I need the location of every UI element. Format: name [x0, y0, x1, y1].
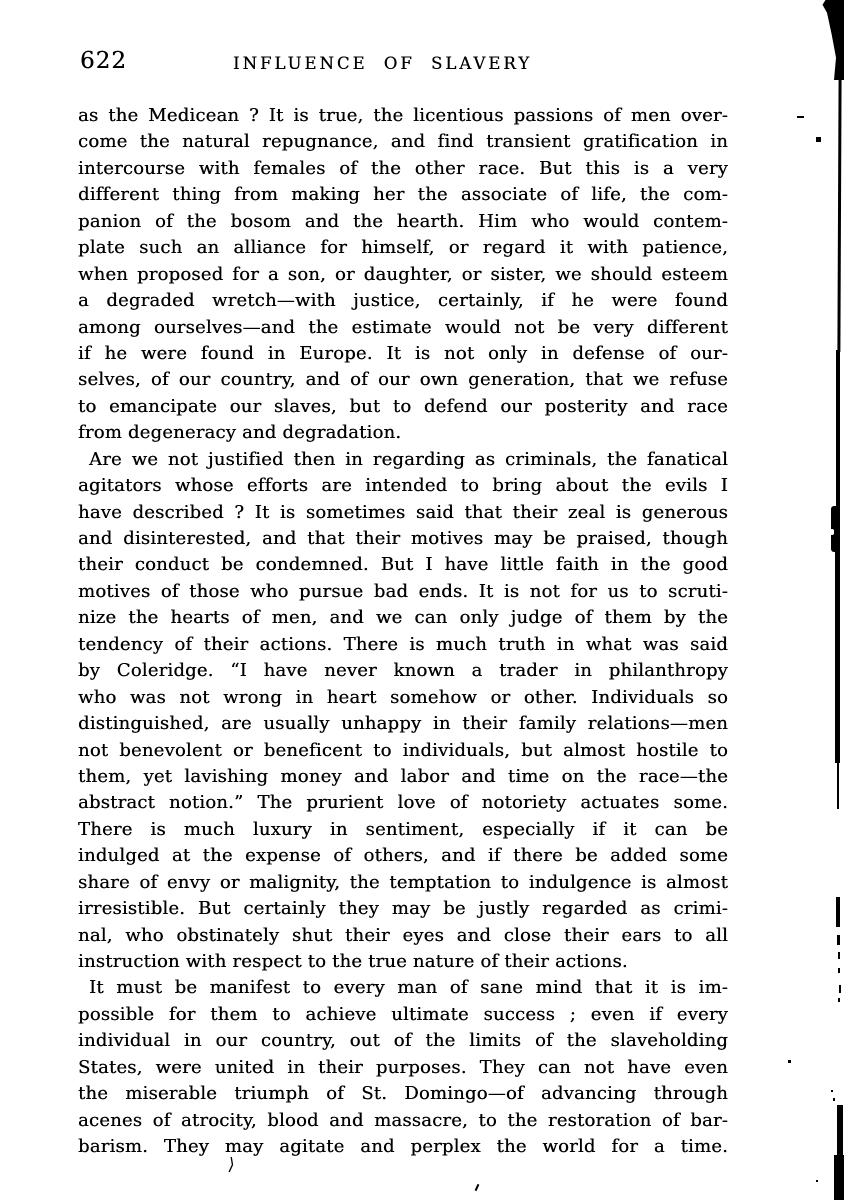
text-line: come the natural repugnance, and find transient gratification in — [78, 131, 728, 153]
scan-artifact-speck — [788, 1060, 791, 1063]
text-line: who was not wrong in heart somehow or other. Individuals so — [78, 686, 728, 708]
scan-artifact-edge-line — [836, 350, 840, 510]
text-line: motives of those who pursue bad ends. It is not for us to scruti- — [78, 580, 728, 602]
text-line: agitators whose efforts are intended to bring about the evils I — [78, 475, 728, 497]
scan-artifact-speck — [816, 1180, 818, 1182]
text-line: nal, who obstinately shut their eyes and close their ears to all — [78, 924, 728, 946]
scan-artifact-speck — [833, 1098, 835, 1101]
scan-artifact-edge-dash — [838, 968, 840, 973]
scan-artifact-edge-line — [837, 763, 839, 809]
running-header-title: INFLUENCE OF SLAVERY — [233, 54, 533, 73]
text-line: not benevolent or beneficent to individuals, but almost hostile to — [78, 739, 728, 761]
text-line: to emancipate our slaves, but to defend our posterity and race — [78, 395, 728, 417]
scan-artifact-speck — [797, 116, 804, 118]
text-line: by Coleridge. “I have never known a trader in philanthropy — [78, 660, 728, 682]
scan-artifact-speck — [831, 1090, 833, 1092]
text-line: share of envy or malignity, the temptation to indulgence is almost — [78, 871, 728, 893]
text-line: barism. They may agitate and perplex the world for a time. — [78, 1136, 728, 1158]
text-line: different thing from making her the associate of life, the com- — [78, 184, 728, 206]
text-line: It must be manifest to every man of sane mind that it is im- — [89, 977, 728, 999]
page-number: 622 — [80, 48, 127, 74]
scan-artifact-notch — [830, 529, 834, 535]
text-line: panion of the bosom and the hearth. Him who would contem- — [78, 210, 728, 232]
text-line: if he were found in Europe. It is not only in defense of our- — [78, 342, 728, 364]
text-line: nize the hearts of men, and we can only judge of them by the — [78, 607, 728, 629]
text-line: States, were united in their purposes. They can not have even — [78, 1056, 728, 1078]
scan-artifact-speck — [816, 137, 821, 142]
text-line: a degraded wretch—with justice, certainly, if he were found — [78, 290, 728, 312]
scan-artifact-stray-mark: ⟩ — [226, 1154, 237, 1176]
text-line: as the Medicean ? It is true, the licentious passions of men over- — [78, 105, 728, 126]
text-line: indulged at the expense of others, and if there be added some — [78, 845, 728, 867]
text-line: have described ? It is sometimes said that their zeal is generous — [78, 501, 728, 523]
text-line: There is much luxury in sentiment, especially if it can be — [78, 818, 728, 840]
scan-artifact-tick — [475, 1184, 480, 1191]
text-line: Are we not justified then in regarding as criminals, the fanatical — [89, 448, 728, 470]
text-line: instruction with respect to the true nature of their actions. — [78, 951, 628, 972]
text-line: from degeneracy and degradation. — [78, 422, 402, 444]
page-body — [78, 103, 728, 1161]
text-line: distinguished, are usually unhappy in their family relations—men — [78, 713, 728, 735]
scan-artifact-corner-blob — [819, 0, 844, 80]
scan-artifact-edge-dash — [836, 897, 840, 927]
text-line: irresistible. But certainly they may be justly regarded as crimi- — [78, 898, 728, 920]
text-line: tendency of their actions. There is much truth in what was said — [78, 633, 728, 655]
text-line: plate such an alliance for himself, or regard it with patience, — [78, 237, 728, 259]
text-line: acenes of atrocity, blood and massacre, to the restoration of bar- — [78, 1109, 728, 1131]
text-line: the miserable triumph of St. Domingo—of advancing through — [78, 1083, 728, 1105]
text-line: and disinterested, and that their motives may be praised, though — [78, 528, 728, 549]
text-line: intercourse with females of the other race. But this is a very — [78, 157, 728, 179]
text-line: abstract notion.” The prurient love of notoriety actuates some. — [78, 792, 728, 814]
text-line: them, yet lavishing money and labor and time on the race—the — [78, 765, 728, 787]
scan-artifact-edge-line — [837, 70, 841, 352]
text-line: possible for them to achieve ultimate success ; even if every — [78, 1003, 728, 1025]
scan-artifact-edge-dash — [838, 952, 840, 959]
scan-artifact-edge-dash — [839, 985, 841, 993]
scan-artifact-edge-line — [834, 1155, 844, 1200]
scan-artifact-edge-line — [835, 549, 840, 763]
text-line: their conduct be condemned. But I have little faith in the good — [78, 554, 728, 576]
scan-artifact-edge-dash — [838, 998, 840, 1002]
text-line: individual in our country, out of the limits of the slaveholding — [78, 1030, 728, 1052]
text-line: among ourselves—and the estimate would not be very different — [78, 316, 728, 338]
scan-artifact-edge-dash — [837, 935, 840, 945]
text-line: when proposed for a son, or daughter, or sister, we should esteem — [78, 263, 728, 285]
scan-artifact-edge-line — [837, 1105, 843, 1157]
text-line: selves, of our country, and of our own generation, that we refuse — [78, 369, 728, 391]
